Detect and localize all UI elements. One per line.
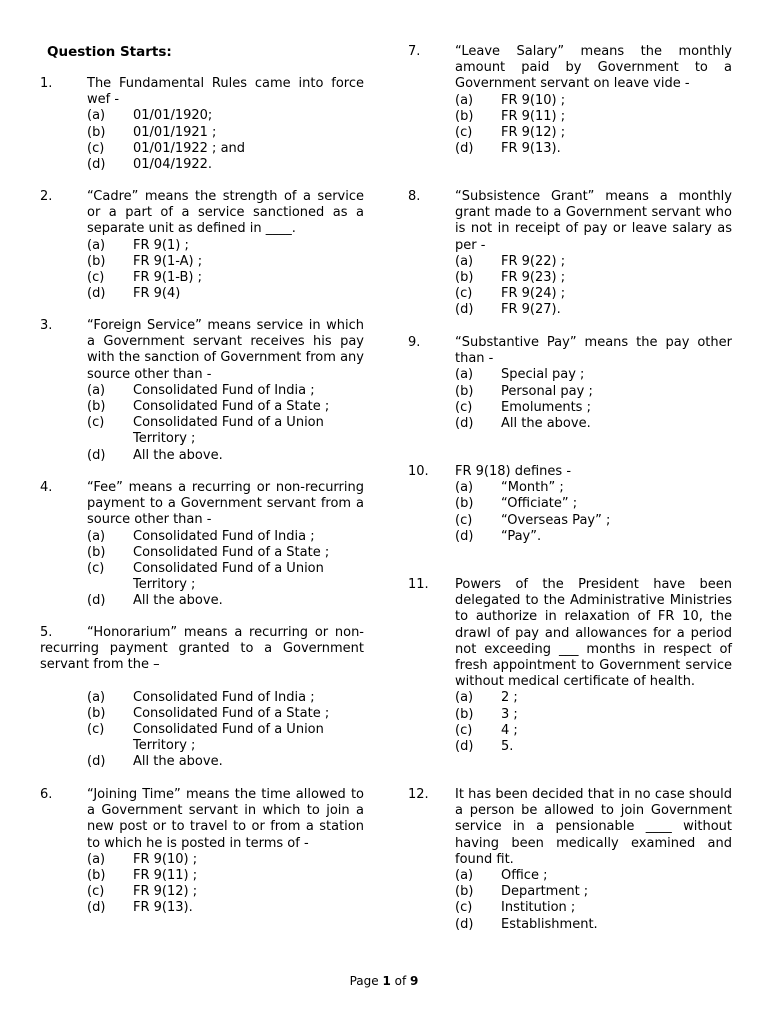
option <box>384 723 768 739</box>
option <box>384 529 768 545</box>
option-label: (b) <box>455 706 474 722</box>
question-text: “Foreign Service” means service in which a Government servant receives his pay with the sanction of Government from any source other than - <box>87 318 364 382</box>
option <box>384 496 768 512</box>
option-text: 3 ; <box>501 706 518 722</box>
option-label: (a) <box>455 367 474 383</box>
option-label: (d) <box>87 447 106 463</box>
question-1 <box>0 76 384 173</box>
option-list <box>384 868 768 933</box>
option-text: Consolidated Fund of a State ; <box>133 544 330 560</box>
option <box>0 448 384 464</box>
option <box>0 884 384 900</box>
option-text: Consolidated Fund of India ; <box>133 382 315 398</box>
question-10 <box>384 464 768 545</box>
option-list <box>0 238 384 303</box>
question-number: 6. <box>40 787 53 802</box>
option <box>384 141 768 157</box>
option-label: (d) <box>87 900 106 916</box>
option <box>0 561 384 593</box>
option-label: (b) <box>87 399 106 415</box>
current-page: 1 <box>382 974 391 988</box>
option <box>384 286 768 302</box>
option-text: Department ; <box>501 884 589 900</box>
option-label: (d) <box>455 416 474 432</box>
question-text: “Subsistence Grant” means a monthly grant made to a Government servant who is not in receipt of pay or leave salary as per - <box>455 189 732 253</box>
option-label: (b) <box>87 253 106 269</box>
option <box>384 93 768 109</box>
question-number: 2. <box>40 189 53 204</box>
option-label: (a) <box>455 690 474 706</box>
option-label: (a) <box>455 868 474 884</box>
option-label: (a) <box>455 92 474 108</box>
total-pages: 9 <box>410 974 419 988</box>
option-label: (b) <box>455 383 474 399</box>
option-list <box>384 480 768 545</box>
option <box>0 593 384 609</box>
option-label: (a) <box>87 108 106 124</box>
option-label: (a) <box>87 382 106 398</box>
option-text: 01/04/1922. <box>133 157 213 173</box>
option <box>0 286 384 302</box>
option-label: (d) <box>87 754 106 770</box>
option <box>0 690 384 706</box>
option-text: FR 9(12) ; <box>133 884 198 900</box>
question-number: 7. <box>408 44 421 59</box>
option-text: 4 ; <box>501 722 518 738</box>
question-number: 8. <box>408 189 421 204</box>
option-text: Consolidated Fund of India ; <box>133 528 315 544</box>
option <box>0 157 384 173</box>
option-text: FR 9(10) ; <box>501 92 566 108</box>
option <box>384 125 768 141</box>
question-number: 9. <box>408 335 421 350</box>
question-text: “Substantive Pay” means the pay other than - <box>455 335 732 367</box>
option <box>0 706 384 722</box>
option-text: All the above. <box>133 593 223 609</box>
question-number: 10. <box>408 464 429 479</box>
option-label: (d) <box>87 286 106 302</box>
option <box>384 480 768 496</box>
option-list <box>0 529 384 610</box>
question-number: 3. <box>40 318 53 333</box>
option-text: Personal pay ; <box>501 383 593 399</box>
option-text: FR 9(10) ; <box>133 851 198 867</box>
option-label: (b) <box>455 884 474 900</box>
option-text: FR 9(11) ; <box>501 108 566 124</box>
option-text: FR 9(24) ; <box>501 286 566 302</box>
option <box>0 900 384 916</box>
option-label: (d) <box>455 916 474 932</box>
question-text <box>40 625 364 674</box>
option-label: (a) <box>87 851 106 867</box>
option-text: FR 9(1-A) ; <box>133 253 203 269</box>
option <box>384 270 768 286</box>
option-label: (c) <box>455 512 473 528</box>
option <box>384 400 768 416</box>
option-label: (a) <box>455 480 474 496</box>
option-text: “Pay”. <box>501 528 542 544</box>
option-label: (c) <box>455 722 473 738</box>
option-text: FR 9(13). <box>133 900 193 916</box>
option <box>0 852 384 868</box>
option-label: (c) <box>455 125 473 141</box>
option-label: (b) <box>87 124 106 140</box>
option <box>384 690 768 706</box>
option-text: 2 ; <box>501 690 518 706</box>
option-label: (b) <box>87 868 106 884</box>
page-footer <box>0 974 768 988</box>
option <box>384 739 768 755</box>
option-label: (a) <box>455 253 474 269</box>
option-text: FR 9(23) ; <box>501 270 566 286</box>
option-label: (c) <box>87 561 105 577</box>
option-label: (b) <box>455 496 474 512</box>
question-6 <box>0 787 384 917</box>
option-text: 5. <box>501 739 514 755</box>
question-body: “Honorarium” means a recurring or non-recurring payment granted to a Government servant from the – <box>40 625 364 673</box>
option-text: FR 9(1-B) ; <box>133 270 202 286</box>
option-text: FR 9(1) ; <box>133 237 189 253</box>
option <box>384 302 768 318</box>
option-text: FR 9(4) <box>133 286 181 302</box>
option-text: Emoluments ; <box>501 399 591 415</box>
option-label: (b) <box>87 544 106 560</box>
option <box>384 367 768 383</box>
option-text: “Month” ; <box>501 480 564 496</box>
option-label: (c) <box>455 286 473 302</box>
option-text: All the above. <box>133 754 223 770</box>
option <box>384 384 768 400</box>
option <box>384 707 768 723</box>
option-label: (c) <box>87 415 105 431</box>
option-text: “Officiate” ; <box>501 496 578 512</box>
option <box>0 125 384 141</box>
option <box>0 254 384 270</box>
option-list <box>0 690 384 771</box>
option-list <box>0 383 384 464</box>
question-text: Powers of the President have been delegated to the Administrative Ministries to authorize in relaxation of FR 10, the drawl of pay and allowances for a period not exceeding ___ months in respect of fresh appointment to Government service without medical certificate of health. <box>455 577 732 690</box>
option-text: Special pay ; <box>501 367 585 383</box>
option-label: (c) <box>87 722 105 738</box>
option-text: Consolidated Fund of a Union Territory ; <box>133 722 324 754</box>
option-label: (d) <box>455 141 474 157</box>
question-number: 5. <box>40 625 53 640</box>
question-7 <box>384 44 768 157</box>
question-text: “Fee” means a recurring or non-recurring payment to a Government servant from a source other than - <box>87 480 364 528</box>
option-label: (d) <box>455 302 474 318</box>
question-text: “Leave Salary” means the monthly amount paid by Government to a Government servant on leave vide - <box>455 44 732 92</box>
question-12 <box>384 787 768 933</box>
option <box>384 254 768 270</box>
question-text: It has been decided that in no case should a person be allowed to join Government service in a pensionable ____ without having been medically examined and found fit. <box>455 787 732 867</box>
option-label: (d) <box>455 739 474 755</box>
option <box>0 529 384 545</box>
question-number: 1. <box>40 76 53 91</box>
option-text: Consolidated Fund of a Union Territory ; <box>133 415 324 447</box>
option <box>0 399 384 415</box>
option-label: (b) <box>455 270 474 286</box>
option <box>0 868 384 884</box>
option <box>384 900 768 916</box>
option-text: Consolidated Fund of a State ; <box>133 399 330 415</box>
section-heading: Question Starts: <box>47 44 172 60</box>
option-label: (b) <box>87 705 106 721</box>
option-text: FR 9(27). <box>501 302 561 318</box>
question-5 <box>0 625 384 771</box>
option-label: (d) <box>87 593 106 609</box>
option-list <box>384 367 768 432</box>
option <box>0 415 384 447</box>
option-text: Establishment. <box>501 916 598 932</box>
option-label: (c) <box>87 140 105 156</box>
option-label: (d) <box>87 157 106 173</box>
page-separator: of <box>390 974 411 988</box>
option-label: (a) <box>87 237 106 253</box>
question-number: 12. <box>408 787 429 802</box>
option-text: All the above. <box>501 416 591 432</box>
question-text: FR 9(18) defines - <box>455 464 572 479</box>
option-text: Consolidated Fund of a State ; <box>133 705 330 721</box>
question-text: “Cadre” means the strength of a service or a part of a service sanctioned as a separate unit as defined in ____. <box>87 189 364 237</box>
option-text: 01/01/1920; <box>133 108 213 124</box>
option-text: 01/01/1922 ; and <box>133 140 246 156</box>
option-label: (c) <box>455 399 473 415</box>
option <box>384 416 768 432</box>
option <box>384 884 768 900</box>
option <box>384 868 768 884</box>
option-text: All the above. <box>133 447 223 463</box>
option-list <box>384 254 768 319</box>
question-8 <box>384 189 768 319</box>
question-9 <box>384 335 768 432</box>
option <box>0 383 384 399</box>
question-2 <box>0 189 384 302</box>
question-4 <box>0 480 384 610</box>
option-text: FR 9(22) ; <box>501 253 566 269</box>
option-list <box>384 690 768 755</box>
option-text: Consolidated Fund of India ; <box>133 689 315 705</box>
option-text: “Overseas Pay” ; <box>501 512 611 528</box>
option <box>0 108 384 124</box>
option-label: (a) <box>87 528 106 544</box>
option <box>0 238 384 254</box>
option-text: FR 9(11) ; <box>133 868 198 884</box>
option <box>0 141 384 157</box>
option <box>0 545 384 561</box>
option-label: (d) <box>455 528 474 544</box>
option-label: (c) <box>455 900 473 916</box>
question-text: The Fundamental Rules came into force wef - <box>87 76 364 108</box>
option-text: FR 9(12) ; <box>501 125 566 141</box>
spacer <box>0 674 384 690</box>
option <box>0 722 384 754</box>
question-text: “Joining Time” means the time allowed to a Government servant in which to join a new post or to travel to or from a station to which he is posted in terms of - <box>87 787 364 851</box>
option <box>384 109 768 125</box>
option-text: Institution ; <box>501 900 576 916</box>
option-text: Office ; <box>501 868 548 884</box>
page-label: Page <box>349 974 383 988</box>
option-text: FR 9(13). <box>501 141 561 157</box>
option-list <box>384 93 768 158</box>
option-list <box>0 108 384 173</box>
option-label: (b) <box>455 108 474 124</box>
option-label: (c) <box>87 270 105 286</box>
question-3 <box>0 318 384 464</box>
option-label: (c) <box>87 884 105 900</box>
option-label: (a) <box>87 689 106 705</box>
question-11 <box>384 577 768 755</box>
option <box>0 270 384 286</box>
option-text: 01/01/1921 ; <box>133 124 217 140</box>
question-number: 11. <box>408 577 429 592</box>
option-list <box>0 852 384 917</box>
option <box>384 513 768 529</box>
option <box>0 754 384 770</box>
option-text: Consolidated Fund of a Union Territory ; <box>133 561 324 593</box>
option <box>384 917 768 933</box>
question-number: 4. <box>40 480 53 495</box>
